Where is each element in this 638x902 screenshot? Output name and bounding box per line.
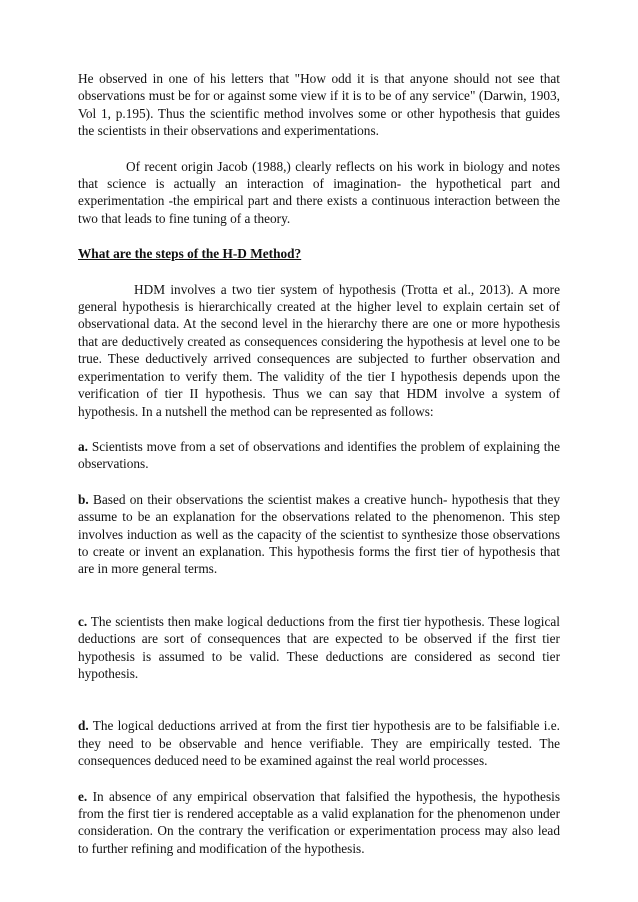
step-c-label: c. <box>78 613 88 629</box>
step-b-label: b. <box>78 491 89 507</box>
step-a <box>78 438 560 473</box>
step-c <box>78 613 560 683</box>
step-e <box>78 788 560 858</box>
paragraph-jacob: Of recent origin Jacob (1988,) clearly reflects on his work in biology and notes that science is actually an interaction of imagination- the hypothetical part and experimentation -the empirical part and there exists a continuous interaction between the two that leads to fine tuning of a theory. <box>78 158 560 226</box>
step-e-text: In absence of any empirical observation that falsified the hypothesis, the hypothesis from the first tier is rendered acceptable as a valid explanation for the phenomenon under consideration. On the contrary the verification or experimentation process may also lead to further refining and modification of the hypothesis. <box>78 788 561 856</box>
paragraph-darwin: He observed in one of his letters that "How odd it is that anyone should not see that observations must be for or against some view if it is to be of any service" (Darwin, 1903, Vol 1, p.195). Thus the scientific method involves some or other hypothesis that guides the scientists in their observations and experimentations. <box>78 71 560 139</box>
paragraph-hdm: HDM involves a two tier system of hypothesis (Trotta et al., 2013). A more general hypothesis is hierarchically created at the higher level to explain certain set of observational data. At the second level in the hierarchy there are one or more hypothesis that are deductively created as consequences considering the hypothesis at level one to be true. These deductively arrived consequences are subjected to further observation and experimentation to verify them. The validity of the tier I hypothesis depends upon the verification of tier II hypothesis. Thus we can say that HDM involve a system of hypothesis. In a nutshell the method can be represented as follows: <box>78 281 560 419</box>
step-a-label: a. <box>78 438 88 454</box>
section-heading: What are the steps of the H-D Method? <box>78 246 302 262</box>
step-d-label: d. <box>78 718 89 734</box>
step-b-text: Based on their observations the scientist makes a creative hunch- hypothesis that they assume to be an explanation for the observations related to the phenomenon. This step involves induction as well as the capacity of the scientist to synthesize those observations to create or invent an explanation. This hypothesis forms the first tier of hypothesis that are in more general terms. <box>78 491 561 577</box>
step-e-label: e. <box>78 788 88 804</box>
step-b <box>78 491 560 578</box>
step-c-text: The scientists then make logical deductions from the first tier hypothesis. These logical deductions are sort of consequences that are expected to be observed if the first tier hypothesis is assumed to be valid. These deductions are considered as second tier hypothesis. <box>78 613 560 681</box>
step-d <box>78 717 560 769</box>
step-a-text: Scientists move from a set of observations and identifies the problem of explaining the observations. <box>78 438 560 472</box>
step-d-text: The logical deductions arrived at from the first tier hypothesis are to be falsifiable i.e. they need to be observable and hence verifiable. They are empirically tested. The consequences deduced need to be examined against the real world processes. <box>78 718 560 769</box>
